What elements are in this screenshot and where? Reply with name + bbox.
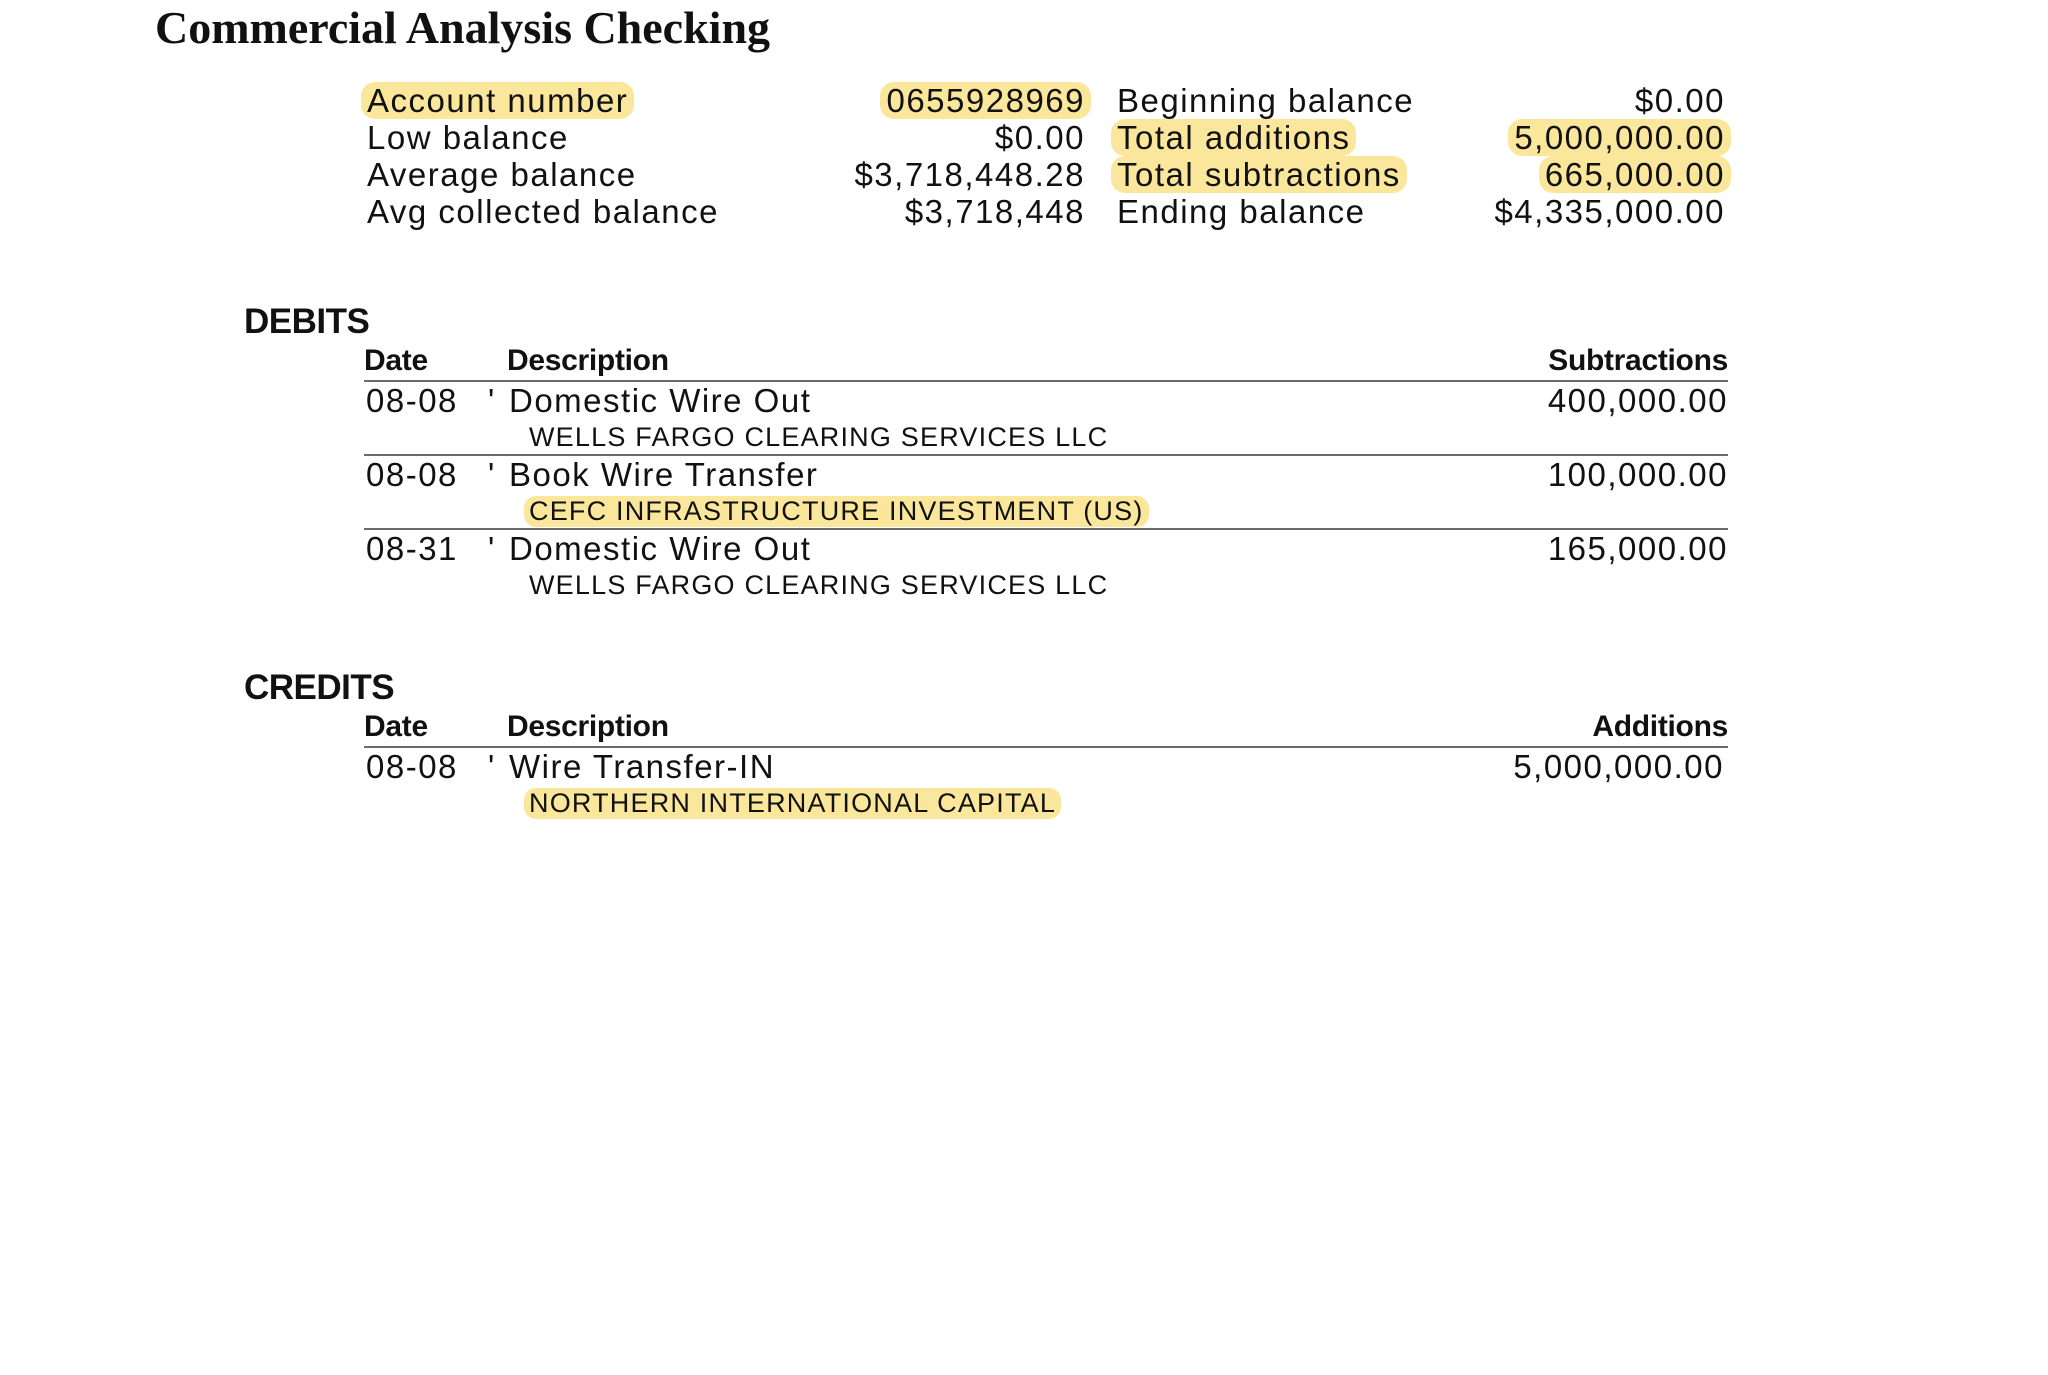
beginning-balance-label: Beginning balance [1117,82,1415,119]
table-row [364,530,1728,602]
transaction-date: 08-08 [366,748,458,785]
description-column-header: Description [507,344,669,377]
debits-heading: DEBITS [244,302,370,341]
total-additions-label: Total additions [1111,119,1356,156]
transaction-amount: 165,000.00 [1547,530,1728,567]
average-balance-label: Average balance [367,156,637,193]
page-title: Commercial Analysis Checking [155,2,771,53]
additions-column-header: Additions [1592,710,1728,743]
ending-balance-label: Ending balance [1117,193,1366,230]
total-subtractions-value: 665,000.00 [1539,156,1731,193]
beginning-balance-value: $0.00 [1634,82,1725,119]
table-row [364,382,1728,456]
credits-heading: CREDITS [244,668,395,707]
avg-collected-balance-label: Avg collected balance [367,193,719,230]
transaction-description: Book Wire Transfer [509,456,819,493]
credits-table [364,708,1728,820]
transaction-amount: 400,000.00 [1547,382,1728,419]
transaction-marker: ' [488,456,496,493]
description-column-header: Description [507,710,669,743]
account-summary [355,82,1735,230]
debits-table-header [364,342,1728,382]
transaction-description: Wire Transfer-IN [509,748,776,785]
debits-table [364,342,1728,602]
credits-table-header [364,708,1728,748]
low-balance-label: Low balance [367,119,569,156]
account-number-label: Account number [361,82,634,119]
summary-row [355,119,1735,156]
summary-row [355,156,1735,193]
transaction-marker: ' [488,382,496,419]
transaction-counterparty: WELLS FARGO CLEARING SERVICES LLC [529,422,1109,452]
transaction-amount: 100,000.00 [1547,456,1728,493]
transaction-counterparty: NORTHERN INTERNATIONAL CAPITAL [524,788,1061,819]
low-balance-value: $0.00 [994,119,1085,156]
average-balance-value: $3,718,448.28 [854,156,1085,193]
ending-balance-value: $4,335,000.00 [1494,193,1725,230]
account-number-value: 0655928969 [880,82,1091,119]
subtractions-column-header: Subtractions [1548,344,1728,377]
date-column-header: Date [364,344,428,377]
transaction-description: Domestic Wire Out [509,530,812,567]
transaction-date: 08-31 [366,530,458,567]
total-subtractions-label: Total subtractions [1111,156,1407,193]
transaction-amount: 5,000,000.00 [1513,748,1724,785]
transaction-description: Domestic Wire Out [509,382,812,419]
summary-row [355,193,1735,230]
table-row [364,748,1728,820]
transaction-counterparty: CEFC INFRASTRUCTURE INVESTMENT (US) [524,496,1149,527]
summary-row [355,82,1735,119]
date-column-header: Date [364,710,428,743]
transaction-counterparty: WELLS FARGO CLEARING SERVICES LLC [529,570,1109,600]
transaction-marker: ' [488,748,496,785]
total-additions-value: 5,000,000.00 [1508,119,1731,156]
transaction-marker: ' [488,530,496,567]
avg-collected-balance-value: $3,718,448 [904,193,1085,230]
transaction-date: 08-08 [366,382,458,419]
table-row [364,456,1728,530]
transaction-date: 08-08 [366,456,458,493]
